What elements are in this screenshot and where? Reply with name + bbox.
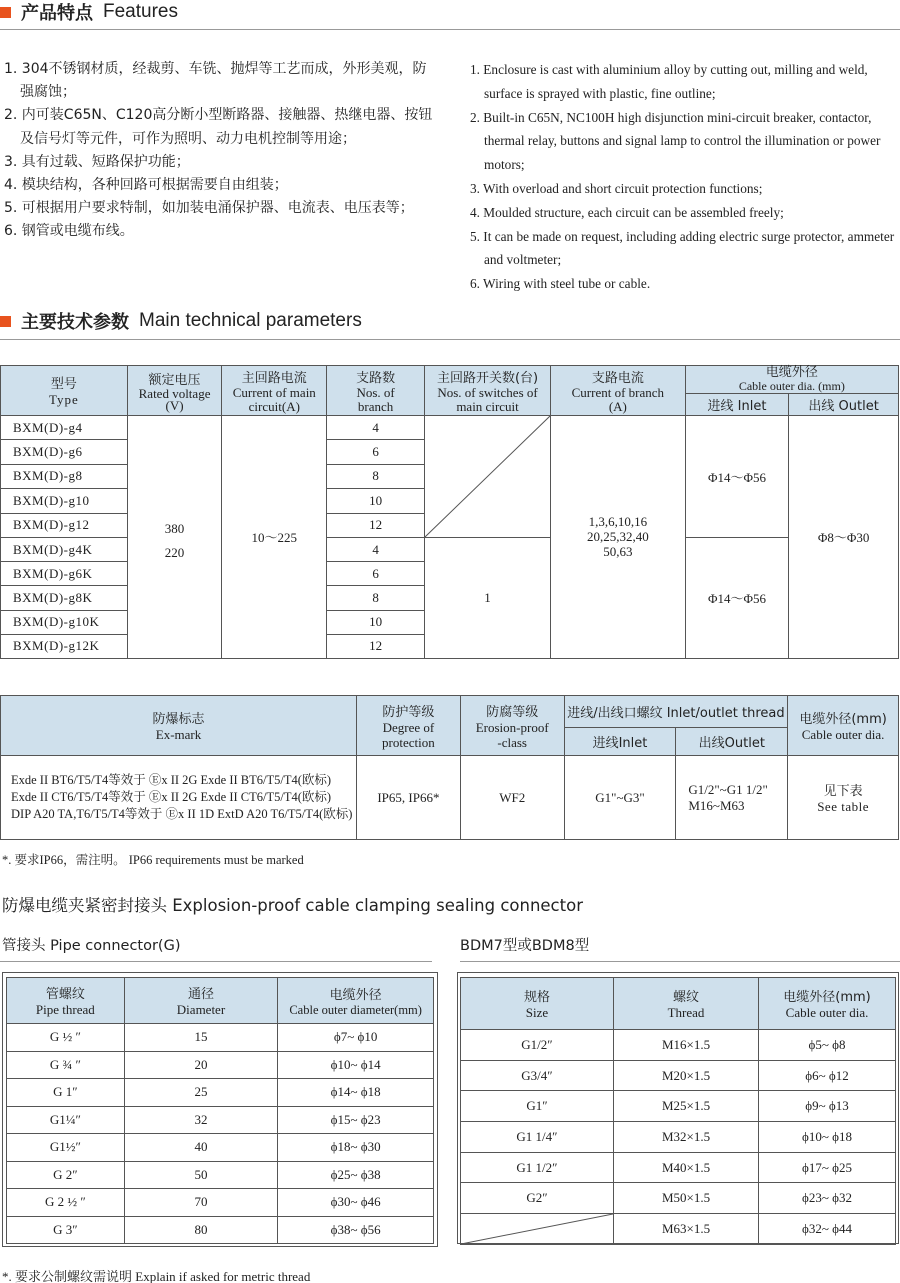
thread-cell: M40×1.5 bbox=[614, 1152, 759, 1183]
table-row bbox=[7, 1216, 434, 1244]
pipe-thread-cell: G 2″ bbox=[7, 1161, 125, 1189]
header-type: 型号 Type bbox=[1, 366, 128, 416]
bdm-title: BDM7型或BDM8型 bbox=[460, 938, 590, 954]
bullet-square-icon bbox=[0, 316, 11, 327]
cable-cell: ϕ23~ ϕ32 bbox=[759, 1183, 896, 1214]
list-item: 2. 内可装C65N、C120高分断小型断路器、接触器、热继电器、按钮及信号灯等元件，可作为照明、动力电机控制等用途； bbox=[4, 107, 433, 147]
header-thread: 螺纹 Thread bbox=[614, 978, 759, 1030]
table-row: BXM(D)-g10K bbox=[1, 610, 128, 634]
pipe-thread-cell: G 2 ½ ″ bbox=[7, 1189, 125, 1217]
header-cable: 电缆外径(mm) Cable outer dia. bbox=[759, 978, 896, 1030]
pipe-thread-cell: G 3″ bbox=[7, 1216, 125, 1244]
features-cn-list bbox=[4, 58, 434, 244]
table-row bbox=[461, 1091, 896, 1122]
pipe-table bbox=[6, 977, 434, 1244]
header-outlet: 出线Outlet bbox=[676, 728, 788, 756]
thread-cell: M20×1.5 bbox=[614, 1060, 759, 1091]
table-row: BXM(D)-g10 bbox=[1, 489, 128, 513]
pipe-connector-title: 管接头 Pipe connector(G) bbox=[2, 938, 181, 954]
cable-cell: ϕ25~ ϕ38 bbox=[278, 1161, 434, 1189]
header-erosion: 防腐等级 Erosion-proof -class bbox=[460, 696, 564, 756]
header-exmark: 防爆标志 Ex-mark bbox=[1, 696, 357, 756]
thread-cell: M32×1.5 bbox=[614, 1122, 759, 1153]
diameter-cell: 80 bbox=[124, 1216, 278, 1244]
branch-cell: 4 bbox=[327, 416, 425, 440]
size-cell: G1″ bbox=[461, 1091, 614, 1122]
list-item: 3. With overload and short circuit protection functions; bbox=[470, 180, 763, 196]
exmark-table bbox=[0, 695, 899, 840]
cable-cell: ϕ10~ ϕ14 bbox=[278, 1051, 434, 1079]
cable-cell: 见下表 See table bbox=[788, 756, 899, 840]
connector-title: 防爆电缆夹紧密封接头 Explosion-proof cable clamping sealing connector bbox=[2, 896, 583, 915]
table-row bbox=[461, 1183, 896, 1214]
divider bbox=[0, 961, 432, 962]
diagonal-line bbox=[425, 416, 550, 537]
erosion-cell: WF2 bbox=[460, 756, 564, 840]
thread-cell: M16×1.5 bbox=[614, 1030, 759, 1061]
table-row bbox=[461, 1030, 896, 1061]
inlet-cell: Φ14～Φ56 bbox=[685, 416, 789, 538]
branch-cell: 12 bbox=[327, 634, 425, 658]
cable-cell: ϕ9~ ϕ13 bbox=[759, 1091, 896, 1122]
params-heading bbox=[0, 308, 362, 334]
table-row bbox=[7, 1189, 434, 1217]
header-thread: 进线/出线口螺纹 Inlet/outlet thread bbox=[564, 696, 788, 728]
cable-cell: ϕ5~ ϕ8 bbox=[759, 1030, 896, 1061]
header-switches: 主回路开关数(台) Nos. of switches of main circuit bbox=[425, 366, 551, 416]
cable-cell: ϕ7~ ϕ10 bbox=[278, 1024, 434, 1052]
header-cable: 电缆外径 Cable outer diameter(mm) bbox=[278, 978, 434, 1024]
branch-cell: 8 bbox=[327, 586, 425, 610]
features-en-list bbox=[470, 58, 900, 296]
pipe-thread-cell: G1¼″ bbox=[7, 1106, 125, 1134]
table-row bbox=[7, 1106, 434, 1134]
list-item: 5. 可根据用户要求特制，如加装电涌保护器、电流表、电压表等； bbox=[4, 200, 414, 217]
table-row: BXM(D)-g6 bbox=[1, 440, 128, 464]
diameter-cell: 70 bbox=[124, 1189, 278, 1217]
switches-diagonal-cell bbox=[425, 416, 551, 538]
params-title-cn: 主要技术参数 bbox=[21, 312, 129, 333]
cable-cell: ϕ30~ ϕ46 bbox=[278, 1189, 434, 1217]
features-heading bbox=[0, 0, 178, 24]
table-row: BXM(D)-g4K bbox=[1, 538, 128, 562]
list-item: 3. 具有过载、短路保护功能； bbox=[4, 153, 190, 170]
table-row: BXM(D)-g8K bbox=[1, 586, 128, 610]
list-item: Exde II CT6/T5/T4等效于 Ⓔx II 2G Exde II CT6/T5/T4(欧标) bbox=[11, 790, 332, 804]
main-current-cell: 10～225 bbox=[222, 416, 327, 659]
table-row bbox=[7, 1161, 434, 1189]
diameter-cell: 40 bbox=[124, 1134, 278, 1162]
outlet-thread-cell: G1/2"~G1 1/2" M16~M63 bbox=[676, 756, 788, 840]
diameter-cell: 50 bbox=[124, 1161, 278, 1189]
outlet-cell: Φ8～Φ30 bbox=[789, 416, 899, 659]
metric-thread-note: *. 要求公制螺纹需说明 Explain if asked for metric thread bbox=[2, 1269, 311, 1283]
bullet-square-icon bbox=[0, 7, 11, 18]
switches-cell: 1 bbox=[425, 538, 551, 659]
cable-cell: ϕ10~ ϕ18 bbox=[759, 1122, 896, 1153]
table-row: BXM(D)-g12K bbox=[1, 634, 128, 658]
branch-cell: 6 bbox=[327, 440, 425, 464]
header-diameter: 通径 Diameter bbox=[124, 978, 278, 1024]
branch-cell: 10 bbox=[327, 489, 425, 513]
table-row bbox=[7, 1134, 434, 1162]
diameter-cell: 32 bbox=[124, 1106, 278, 1134]
header-size: 规格 Size bbox=[461, 978, 614, 1030]
table-row bbox=[7, 1051, 434, 1079]
table-row: BXM(D)-g6K bbox=[1, 562, 128, 586]
ip66-note: *. 要求IP66，需注明。 IP66 requirements must be marked bbox=[2, 853, 304, 867]
divider bbox=[0, 339, 900, 340]
thread-cell: M50×1.5 bbox=[614, 1183, 759, 1214]
header-branch-current: 支路电流 Current of branch (A) bbox=[551, 366, 686, 416]
diameter-cell: 20 bbox=[124, 1051, 278, 1079]
size-cell: G3/4″ bbox=[461, 1060, 614, 1091]
table-row: BXM(D)-g12 bbox=[1, 513, 128, 537]
cable-cell: ϕ17~ ϕ25 bbox=[759, 1152, 896, 1183]
cable-cell: ϕ14~ ϕ18 bbox=[278, 1079, 434, 1107]
cable-cell: ϕ38~ ϕ56 bbox=[278, 1216, 434, 1244]
cable-cell: ϕ18~ ϕ30 bbox=[278, 1134, 434, 1162]
list-item: 6. Wiring with steel tube or cable. bbox=[470, 276, 651, 292]
params-title-en: Main technical parameters bbox=[139, 310, 362, 331]
size-cell: G2″ bbox=[461, 1183, 614, 1214]
branch-cell: 6 bbox=[327, 562, 425, 586]
voltage-cell: 380 220 bbox=[127, 416, 222, 659]
header-pipe-thread: 管螺纹 Pipe thread bbox=[7, 978, 125, 1024]
header-outlet: 出线 Outlet bbox=[789, 394, 899, 416]
pipe-thread-cell: G 1″ bbox=[7, 1079, 125, 1107]
features-title-cn: 产品特点 bbox=[21, 3, 93, 24]
inlet-thread-cell: G1"~G3" bbox=[564, 756, 676, 840]
table-row: BXM(D)-g4 bbox=[1, 416, 128, 440]
branch-cell: 4 bbox=[327, 538, 425, 562]
header-branch: 支路数 Nos. of branch bbox=[327, 366, 425, 416]
list-item: 5. It can be made on request, including adding electric surge protector, ammeter and voltmeter; bbox=[470, 228, 895, 268]
inlet-cell: Φ14～Φ56 bbox=[685, 538, 789, 659]
size-cell: G1/2″ bbox=[461, 1030, 614, 1061]
divider bbox=[0, 29, 900, 30]
diameter-cell: 15 bbox=[124, 1024, 278, 1052]
header-inlet: 进线Inlet bbox=[564, 728, 676, 756]
list-item: 2. Built-in C65N, NC100H high disjunction mini-circuit breaker, contactor, thermal relay, buttons and signal lamp to control the illumination or power motors; bbox=[470, 109, 881, 173]
protection-cell: IP65, IP66* bbox=[356, 756, 460, 840]
params-table bbox=[0, 365, 899, 659]
list-item: 1. Enclosure is cast with aluminium alloy by cutting out, milling and weld, surface is sprayed with plastic, fine outline; bbox=[470, 62, 868, 101]
diameter-cell: 25 bbox=[124, 1079, 278, 1107]
header-cable: 电缆外径 Cable outer dia. (mm) bbox=[685, 366, 898, 394]
list-item: 4. Moulded structure, each circuit can be assembled freely; bbox=[470, 204, 784, 220]
list-item: 4. 模块结构，各种回路可根据需要自由组装； bbox=[4, 177, 288, 194]
table-row bbox=[461, 1060, 896, 1091]
header-cable: 电缆外径(mm) Cable outer dia. bbox=[788, 696, 899, 756]
cable-cell: ϕ6~ ϕ12 bbox=[759, 1060, 896, 1091]
pipe-thread-cell: G ¾ ″ bbox=[7, 1051, 125, 1079]
table-row bbox=[461, 1152, 896, 1183]
size-diagonal-cell bbox=[461, 1214, 614, 1245]
diagonal-line bbox=[461, 1214, 613, 1244]
list-item: 6. 钢管或电缆布线。 bbox=[4, 223, 134, 240]
header-protection: 防护等级 Degree of protection bbox=[356, 696, 460, 756]
table-row bbox=[461, 1214, 896, 1245]
pipe-thread-cell: G ½ ″ bbox=[7, 1024, 125, 1052]
header-main-current: 主回路电流 Current of main circuit(A) bbox=[222, 366, 327, 416]
cable-cell: ϕ32~ ϕ44 bbox=[759, 1214, 896, 1245]
table-row bbox=[7, 1079, 434, 1107]
header-inlet: 进线 Inlet bbox=[685, 394, 789, 416]
branch-cell: 12 bbox=[327, 513, 425, 537]
size-cell: G1 1/4″ bbox=[461, 1122, 614, 1153]
branch-cell: 10 bbox=[327, 610, 425, 634]
list-item: Exde II BT6/T5/T4等效于 Ⓔx II 2G Exde II BT6/T5/T4(欧标) bbox=[11, 773, 332, 787]
branch-cell: 8 bbox=[327, 464, 425, 488]
cable-cell: ϕ15~ ϕ23 bbox=[278, 1106, 434, 1134]
table-row bbox=[7, 1024, 434, 1052]
header-voltage: 额定电压 Rated voltage (V) bbox=[127, 366, 222, 416]
thread-cell: M25×1.5 bbox=[614, 1091, 759, 1122]
exmark-cell bbox=[1, 756, 357, 840]
branch-current-cell: 1,3,6,10,16 20,25,32,40 50,63 bbox=[551, 416, 686, 659]
features-title-en: Features bbox=[103, 1, 178, 22]
table-row bbox=[461, 1122, 896, 1153]
size-cell: G1 1/2″ bbox=[461, 1152, 614, 1183]
bdm-table bbox=[460, 977, 896, 1245]
divider bbox=[460, 961, 900, 962]
list-item: 1. 304不锈钢材质，经裁剪、车铣、抛焊等工艺而成，外形美观，防强腐蚀； bbox=[4, 61, 427, 101]
pipe-thread-cell: G1½″ bbox=[7, 1134, 125, 1162]
list-item: DIP A20 TA,T6/T5/T4等效于 Ⓔx II 1D ExtD A20 T6/T5/T4(欧标) bbox=[11, 807, 353, 821]
table-row: BXM(D)-g8 bbox=[1, 464, 128, 488]
thread-cell: M63×1.5 bbox=[614, 1214, 759, 1245]
